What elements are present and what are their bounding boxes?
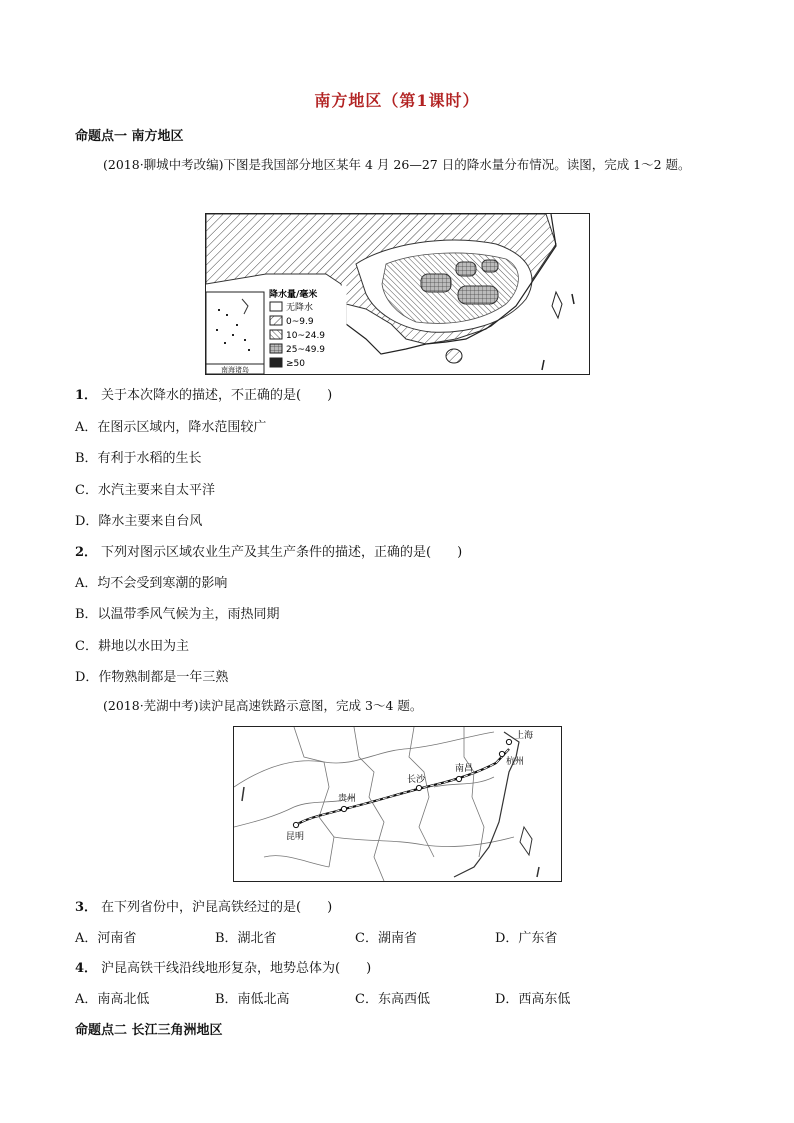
intro-paragraph-2: (2018·芜湖中考)读沪昆高速铁路示意图，完成 3～4 题。 [103,698,423,713]
legend-swatch [270,330,282,339]
q2-option-d: D．作物熟制都是一年三熟 [75,670,229,685]
hsr-map [233,726,562,882]
question-number: 2． [75,545,98,560]
precip-zone-heavy-3 [482,260,498,272]
precip-zone-heavy-1 [421,274,451,292]
precipitation-map [205,213,590,375]
hainan-island [446,349,462,363]
q4-option-a: A．南高北低 [75,992,150,1007]
q2-option-c: C．耕地以水田为主 [75,639,189,654]
question-number: 3． [75,900,98,915]
legend-swatch [270,316,282,325]
precip-zone-heavy-4 [458,286,498,304]
question-stem: 关于本次降水的描述，不正确的是( ) [101,388,333,403]
question-3 [75,896,332,915]
taiwan-island [552,292,562,318]
section-heading-2: 命题点二 长江三角洲地区 [75,1023,223,1038]
city-marker [341,806,346,811]
legend-swatch [270,358,282,367]
hsr-map-graphic [234,727,561,881]
question-2 [75,541,462,560]
province-borders [234,727,514,881]
hsr-line [296,749,509,825]
q3-options [75,927,635,946]
city-marker [499,751,504,756]
legend-swatch [270,302,282,311]
q3-option-a: A．河南省 [75,931,137,946]
precipitation-map-graphic [206,214,589,374]
q2-option-b: B．以温带季风气候为主，雨热同期 [75,607,280,622]
q4-option-b: B．南低北高 [215,992,290,1007]
city-label: 长沙 [407,775,426,785]
q4-options [75,988,635,1007]
q4-option-d: D．西高东低 [495,992,571,1007]
question-number: 1． [75,388,98,403]
legend-title: 降水量/毫米 [269,290,318,300]
intro-paragraph-1: (2018·聊城中考改编)下图是我国部分地区某年 4 月 26—27 日的降水量分布情况。读图，完成 1～2 题。 [103,157,691,172]
q3-option-b: B．湖北省 [215,931,277,946]
city-label: 南昌 [455,764,474,774]
q3-option-d: D．广东省 [495,931,558,946]
legend-label: 25~49.9 [286,345,326,355]
question-4 [75,957,371,976]
south-china-sea-inset [206,292,264,374]
page-title: 南方地区（第1课时） [314,91,480,110]
q3-option-c: C．湖南省 [355,931,417,946]
precip-zone-heavy-2 [456,262,476,276]
q1-option-b: B．有利于水稻的生长 [75,451,202,466]
city-marker [506,739,511,744]
legend-label: 无降水 [286,303,314,313]
city-marker [293,822,298,827]
inset-label: 南海诸岛 [221,366,249,374]
city-marker [456,776,461,781]
q1-option-c: C．水汽主要来自太平洋 [75,483,215,498]
legend-label: 0~9.9 [286,317,314,327]
city-label: 杭州 [506,757,525,767]
section-heading-1: 命题点一 南方地区 [75,129,184,144]
city-label: 贵州 [338,794,357,804]
question-stem: 在下列省份中，沪昆高铁经过的是( ) [101,900,333,915]
q2-option-a: A．均不会受到寒潮的影响 [75,576,228,591]
city-label: 昆明 [286,832,305,842]
question-stem: 沪昆高铁干线沿线地形复杂，地势总体为( ) [101,961,372,976]
legend-label: ≥50 [286,359,305,369]
legend-label: 10~24.9 [286,331,326,341]
question-1 [75,384,332,403]
q4-option-c: C．东高西低 [355,992,430,1007]
question-number: 4． [75,961,98,976]
legend-swatch [270,344,282,353]
city-marker [416,785,421,790]
taiwan-island [520,827,532,855]
question-stem: 下列对图示区域农业生产及其生产条件的描述，正确的是( ) [101,545,463,560]
city-label: 上海 [515,731,534,741]
q1-option-a: A．在图示区域内，降水范围较广 [75,420,267,435]
q1-option-d: D．降水主要来自台风 [75,514,203,529]
